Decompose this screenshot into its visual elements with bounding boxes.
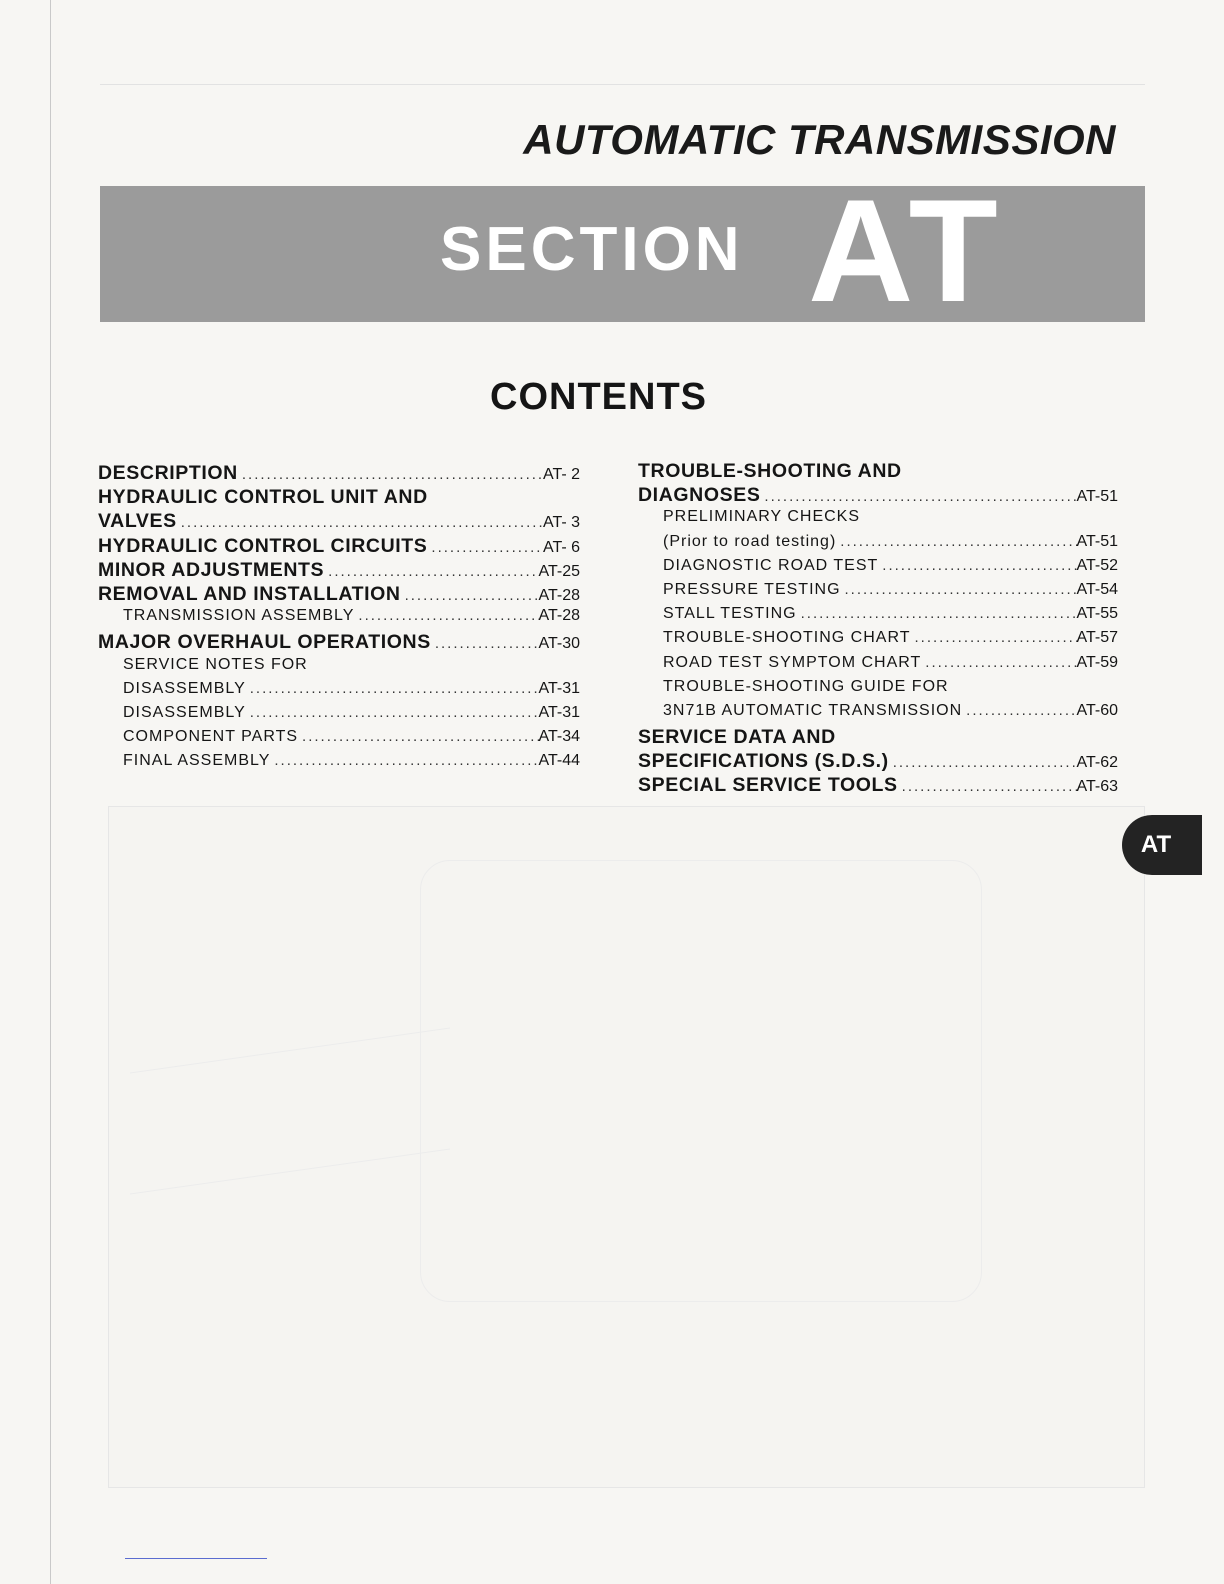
toc-entry-label: TRANSMISSION ASSEMBLY <box>123 607 355 625</box>
toc-dot-leader <box>238 466 543 483</box>
toc-dot-leader <box>911 629 1077 646</box>
toc-entry-label: DISASSEMBLY <box>123 679 246 697</box>
toc-entry-page: AT-30 <box>538 635 580 653</box>
toc-entry[interactable] <box>638 654 1118 678</box>
section-banner <box>100 186 1145 322</box>
toc-entry-page: AT-52 <box>1076 556 1118 574</box>
toc-entry[interactable] <box>98 559 580 583</box>
toc-entry-page: AT-28 <box>538 607 580 625</box>
toc-entry[interactable] <box>98 704 580 728</box>
toc-entry-label: SERVICE NOTES FOR <box>123 655 308 673</box>
toc-entry-label: ROAD TEST SYMPTOM CHART <box>663 653 922 671</box>
toc-entry-page: AT-51 <box>1076 488 1118 506</box>
toc-entry-label: MAJOR OVERHAUL OPERATIONS <box>98 631 431 654</box>
toc-entry[interactable] <box>98 510 580 534</box>
toc-entry-label: DIAGNOSTIC ROAD TEST <box>663 556 879 574</box>
toc-entry-label: TROUBLE-SHOOTING AND <box>638 460 902 482</box>
toc-entry-label: DISASSEMBLY <box>123 703 246 721</box>
toc-entry-page: AT-31 <box>538 679 580 697</box>
toc-entry[interactable] <box>638 678 1118 702</box>
toc-entry[interactable] <box>98 631 580 655</box>
toc-dot-leader <box>898 778 1077 795</box>
toc-entry[interactable] <box>638 629 1118 653</box>
section-tab-badge[interactable]: AT <box>1122 815 1202 875</box>
toc-entry-page: AT-62 <box>1076 754 1118 772</box>
contents-heading: CONTENTS <box>490 376 707 418</box>
toc-entry[interactable] <box>98 486 580 510</box>
toc-entry[interactable] <box>638 726 1118 750</box>
toc-entry-label: FINAL ASSEMBLY <box>123 752 271 770</box>
toc-entry[interactable] <box>638 702 1118 726</box>
binding-margin-line <box>50 0 51 1584</box>
toc-dot-leader <box>889 754 1077 771</box>
toc-entry-label: STALL TESTING <box>663 605 797 623</box>
toc-entry[interactable] <box>638 605 1118 629</box>
toc-entry-page: AT-55 <box>1076 605 1118 623</box>
toc-entry-label: PRELIMINARY CHECKS <box>663 508 861 526</box>
toc-entry-page: AT-28 <box>538 586 580 604</box>
toc-dot-leader <box>962 702 1076 719</box>
toc-entry-label: HYDRAULIC CONTROL CIRCUITS <box>98 534 428 557</box>
toc-entry[interactable] <box>98 728 580 752</box>
toc-dot-leader <box>836 533 1076 550</box>
toc-entry-page: AT-34 <box>538 728 580 746</box>
toc-dot-leader <box>427 539 543 556</box>
toc-entry[interactable] <box>638 774 1118 798</box>
toc-entry-page: AT-25 <box>538 562 580 580</box>
toc-entry-label: SPECIAL SERVICE TOOLS <box>638 774 898 797</box>
toc-dot-leader <box>270 752 538 769</box>
toc-entry-label: COMPONENT PARTS <box>123 728 299 746</box>
toc-dot-leader <box>177 514 543 531</box>
toc-entry[interactable] <box>638 508 1118 532</box>
toc-entry-label: SPECIFICATIONS (S.D.S.) <box>638 750 889 773</box>
toc-entry-label: MINOR ADJUSTMENTS <box>98 558 325 581</box>
bleed-through-sketch <box>420 860 982 1302</box>
toc-dot-leader <box>324 563 538 580</box>
toc-entry[interactable] <box>638 484 1118 508</box>
toc-entry[interactable] <box>638 581 1118 605</box>
toc-left-column <box>98 462 580 776</box>
toc-entry-page: AT-60 <box>1076 701 1118 719</box>
toc-entry[interactable] <box>98 462 580 486</box>
toc-dot-leader <box>760 488 1076 505</box>
toc-dot-leader <box>246 704 539 721</box>
toc-dot-leader <box>878 557 1076 574</box>
toc-entry[interactable] <box>98 656 580 680</box>
toc-entry-page: AT- 3 <box>542 514 580 532</box>
toc-entry-label: TROUBLE-SHOOTING GUIDE FOR <box>663 677 949 695</box>
toc-entry-page: AT-51 <box>1076 532 1118 550</box>
toc-entry-page: AT-44 <box>538 752 580 770</box>
toc-entry-page: AT-31 <box>538 703 580 721</box>
toc-entry[interactable] <box>98 607 580 631</box>
section-code: AT <box>808 186 1004 322</box>
toc-dot-leader <box>354 607 538 624</box>
toc-entry-label: REMOVAL AND INSTALLATION <box>98 582 401 605</box>
toc-entry[interactable] <box>98 583 580 607</box>
toc-dot-leader <box>431 635 539 652</box>
toc-dot-leader <box>841 581 1077 598</box>
toc-entry[interactable] <box>638 533 1118 557</box>
toc-dot-leader <box>246 680 539 697</box>
toc-dot-leader <box>401 587 539 604</box>
toc-entry-label: 3N71B AUTOMATIC TRANSMISSION <box>663 701 963 719</box>
toc-entry-page: AT-59 <box>1076 653 1118 671</box>
toc-entry-page: AT- 6 <box>542 538 580 556</box>
toc-entry-page: AT-57 <box>1076 629 1118 647</box>
footer-link-underline <box>125 1558 267 1559</box>
toc-entry-label: SERVICE DATA AND <box>638 726 836 749</box>
document-title: AUTOMATIC TRANSMISSION <box>523 116 1116 163</box>
toc-dot-leader <box>797 605 1077 622</box>
bleed-through-rule <box>100 84 1145 85</box>
toc-entry[interactable] <box>638 750 1118 774</box>
toc-entry[interactable] <box>98 752 580 776</box>
section-word: SECTION <box>440 215 744 284</box>
toc-entry-label: DIAGNOSES <box>638 484 761 507</box>
toc-entry-label: HYDRAULIC CONTROL UNIT AND <box>98 486 428 509</box>
toc-entry-label: (Prior to road testing) <box>663 532 837 550</box>
toc-entry[interactable] <box>638 557 1118 581</box>
toc-entry[interactable] <box>98 680 580 704</box>
toc-entry-page: AT-54 <box>1076 580 1118 598</box>
toc-right-column <box>638 460 1118 799</box>
toc-entry-label: DESCRIPTION <box>98 462 238 484</box>
toc-entry-page: AT- 2 <box>542 466 580 483</box>
toc-entry-label: PRESSURE TESTING <box>663 580 841 598</box>
toc-dot-leader <box>921 654 1076 671</box>
toc-entry[interactable] <box>638 460 1118 484</box>
toc-entry-label: TROUBLE-SHOOTING CHART <box>663 629 911 647</box>
toc-entry[interactable] <box>98 535 580 559</box>
toc-entry-page: AT-63 <box>1076 778 1118 796</box>
toc-entry-label: VALVES <box>98 510 177 533</box>
toc-dot-leader <box>298 728 538 745</box>
